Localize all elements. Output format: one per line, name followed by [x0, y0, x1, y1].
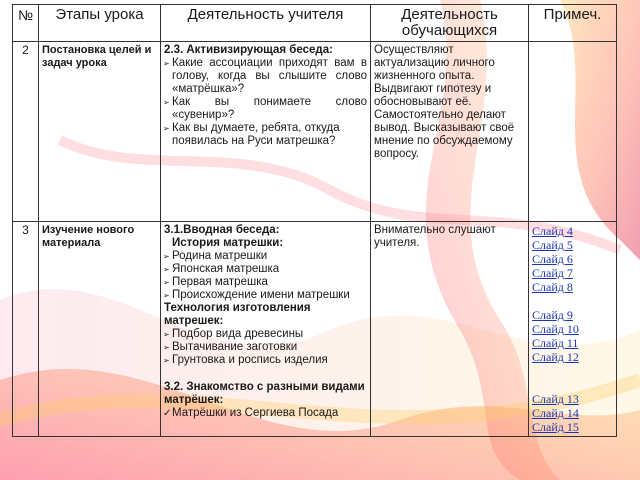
list-item: ➢ Как вы понимаете слово «сувенир»?: [164, 96, 367, 122]
list-item: ➢ Подбор вида древесины: [164, 328, 367, 341]
teacher-activity-cell: [161, 42, 371, 222]
slide-link[interactable]: Слайд 15: [532, 420, 579, 434]
table-header-row: [13, 5, 617, 42]
list-item: ➢ Происхождение имени матрешки: [164, 289, 367, 302]
header-stages: Этапы урока: [39, 5, 161, 42]
list-item: ➢ Первая матрешка: [164, 276, 367, 289]
notes-cell: [529, 42, 617, 222]
slide-link[interactable]: Слайд 13: [532, 392, 579, 406]
table-row: [13, 222, 617, 437]
subsection-title: История матрешки:: [172, 237, 284, 249]
question-list: [164, 57, 367, 148]
notes-cell: [529, 222, 617, 437]
header-notes: Примеч.: [529, 5, 617, 42]
section-title: 3.2. Знакомство с разными видами матрёшек:: [164, 381, 365, 406]
student-activity-cell: Осуществляют актуализацию личного жизненного опыта. Выдвигают гипотезу и обосновывают её. Самостоятельно делают вывод. Высказывают своё мнение по обсуждаемому вопросу.: [371, 42, 529, 222]
list-item: ➢ Японская матрешка: [164, 263, 367, 276]
slide-link[interactable]: Слайд 14: [532, 406, 579, 420]
slide-link[interactable]: Слайд 7: [532, 266, 573, 280]
student-activity-cell: Внимательно слушают учителя.: [371, 222, 529, 437]
row-number: 3: [13, 222, 39, 437]
slide-link[interactable]: Слайд 12: [532, 350, 579, 364]
list-item: ➢ Как вы думаете, ребята, откуда появилась на Руси матрешка?: [164, 122, 367, 148]
history-list: [164, 250, 367, 302]
slide-link[interactable]: Слайд 10: [532, 322, 579, 336]
technology-list: [164, 328, 367, 367]
types-list: [164, 407, 367, 420]
list-item: ✓ Матрёшки из Сергиева Посада: [164, 407, 367, 420]
list-item: ➢ Грунтовка и роспись изделия: [164, 354, 367, 367]
table-row: [13, 42, 617, 222]
header-number: №: [13, 5, 39, 42]
header-student-activity: Деятельность обучающихся: [371, 5, 529, 42]
slide-link[interactable]: Слайд 5: [532, 238, 573, 252]
list-item: ➢ Вытачивание заготовки: [164, 341, 367, 354]
slide-link[interactable]: Слайд 8: [532, 280, 573, 294]
teacher-activity-cell: [161, 222, 371, 437]
lesson-plan-table: [12, 4, 617, 437]
slide-link[interactable]: Слайд 6: [532, 252, 573, 266]
list-item: ➢ Какие ассоциации приходят вам в голову, когда вы слышите слово «матрёшка»?: [164, 57, 367, 96]
slide-link[interactable]: Слайд 9: [532, 308, 573, 322]
stage-name: Постановка целей и задач урока: [39, 42, 161, 222]
list-item: ➢ Родина матрешки: [164, 250, 367, 263]
stage-name: Изучение нового материала: [39, 222, 161, 437]
slide-link[interactable]: Слайд 4: [532, 224, 573, 238]
row-number: 2: [13, 42, 39, 222]
subsection-title: Технология изготовления матрешек:: [164, 302, 311, 327]
section-title: 3.1.Вводная беседа:: [164, 224, 280, 236]
header-teacher-activity: Деятельность учителя: [161, 5, 371, 42]
section-title: 2.3. Активизирующая беседа:: [164, 44, 333, 56]
slide-link[interactable]: Слайд 11: [532, 336, 579, 350]
